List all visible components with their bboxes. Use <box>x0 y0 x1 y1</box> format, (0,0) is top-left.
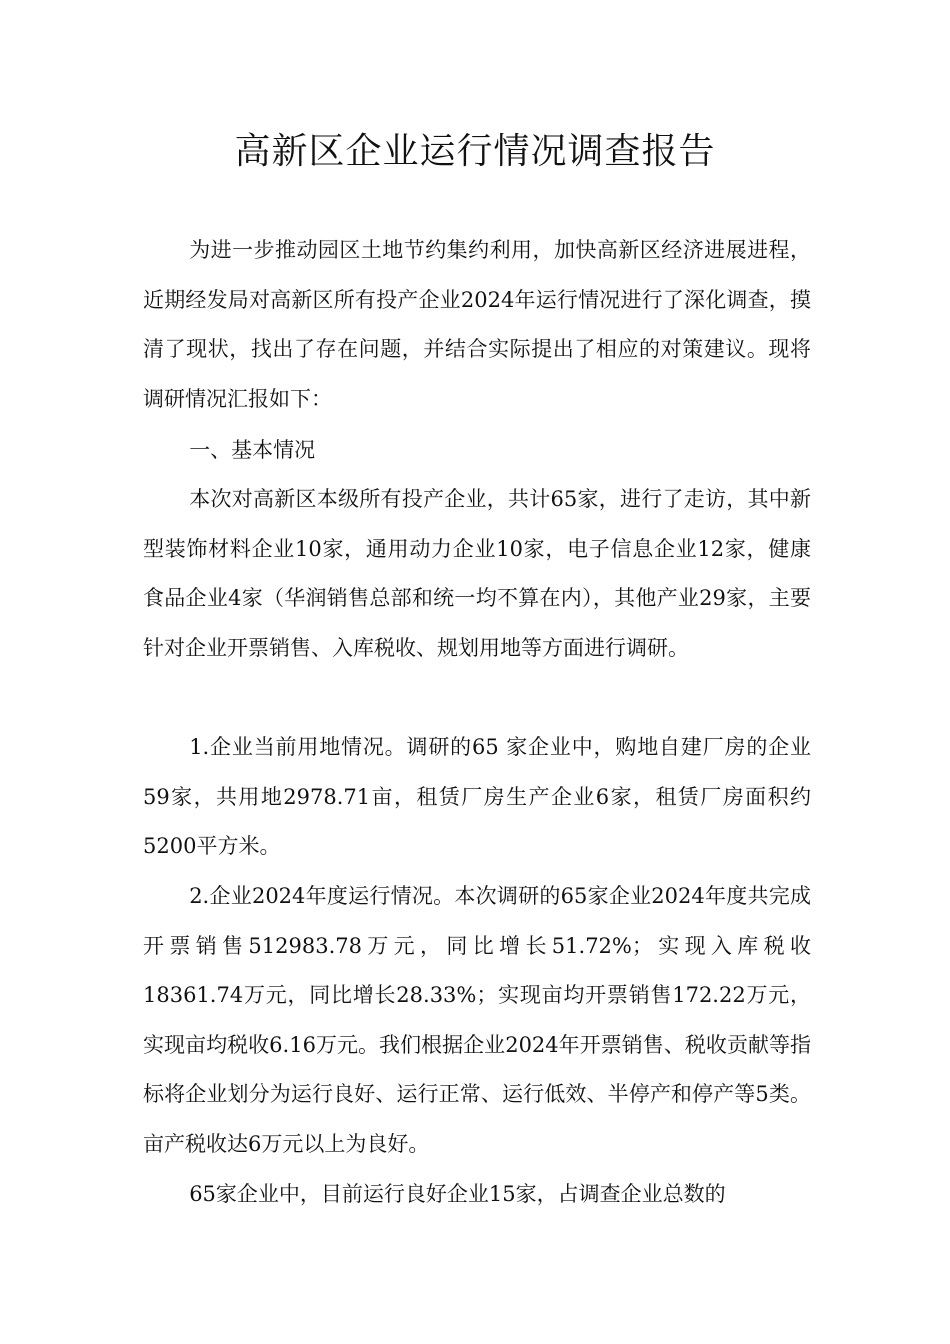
section-heading-text: 一、基本情况 <box>189 438 316 462</box>
paragraph-text: 2.企业2024年度运行情况。本次调研的65家企业2024年度共完成开票销售512983.78万元，同比增长51.72%；实现入库税收18361.74万元，同比增长28.33%；实现亩均开票销售172.22万元，实现亩均税收6.16万元。我们根据企业2024年开票销售、税收贡献等指标将企业划分为运行良好、运行正常、运行低效、半停产和停产等5类。亩产税收达6万元以上为良好。 <box>143 884 811 1156</box>
paragraph-text: 为进一步推动园区土地节约集约利用，加快高新区经济进展进程，近期经发局对高新区所有投产企业2024年运行情况进行了深化调查，摸清了现状，找出了存在问题，并结合实际提出了相应的对策建议。现将调研情况汇报如下： <box>143 238 811 411</box>
paragraph-land-use <box>143 723 811 872</box>
paragraph-text: 1.企业当前用地情况。调研的65 家企业中，购地自建厂房的企业59家，共用地2978.71亩，租赁厂房生产企业6家，租赁厂房面积约5200平方米。 <box>143 735 811 858</box>
paragraph-intro <box>143 226 811 424</box>
paragraph-text: 本次对高新区本级所有投产企业，共计65家，进行了走访，其中新型装饰材料企业10家，通用动力企业10家，电子信息企业12家，健康食品企业4家（华润销售总部和统一均不算在内），其他产业29家，主要针对企业开票销售、入库税收、规划用地等方面进行调研。 <box>143 487 811 660</box>
section-heading-basic <box>143 426 811 476</box>
paragraph-survey-scope <box>143 475 811 673</box>
paragraph-text: 65家企业中，目前运行良好企业15家，占调查企业总数的 <box>189 1182 726 1206</box>
paragraph-summary-start <box>143 1170 811 1220</box>
document-title: 高新区企业运行情况调查报告 <box>234 131 716 172</box>
paragraph-operation <box>143 872 811 1169</box>
